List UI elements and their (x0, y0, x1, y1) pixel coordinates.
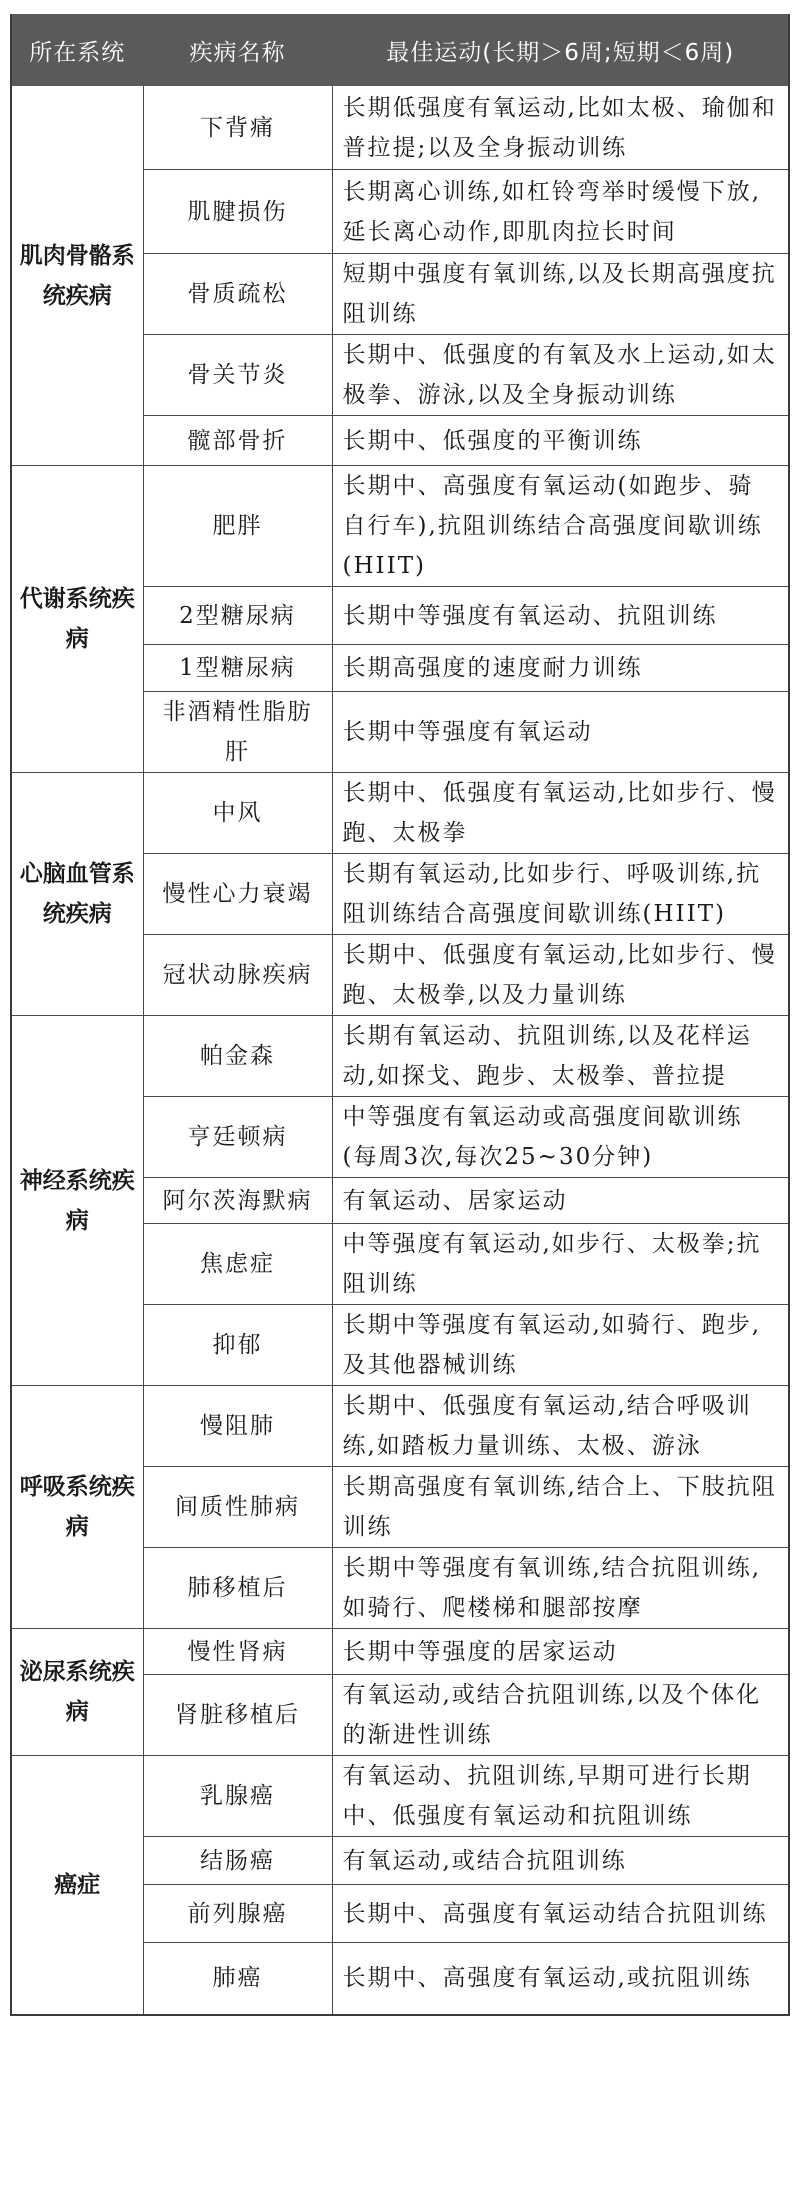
system-cell: 代谢系统疾病 (11, 466, 143, 773)
exercise-cell: 长期中等强度的居家运动 (332, 1629, 789, 1675)
disease-cell: 慢阻肺 (143, 1386, 332, 1467)
system-cell: 呼吸系统疾病 (11, 1386, 143, 1629)
table-body (11, 86, 789, 2015)
disease-cell: 冠状动脉疾病 (143, 935, 332, 1016)
disease-cell: 慢性心力衰竭 (143, 854, 332, 935)
system-cell: 泌尿系统疾病 (11, 1629, 143, 1756)
header-system: 所在系统 (11, 15, 143, 86)
table-header-row (11, 15, 789, 86)
disease-cell: 焦虑症 (143, 1224, 332, 1305)
exercise-cell: 长期中、低强度的平衡训练 (332, 416, 789, 466)
disease-cell: 髋部骨折 (143, 416, 332, 466)
disease-cell: 抑郁 (143, 1305, 332, 1386)
exercise-cell: 长期有氧运动,比如步行、呼吸训练,抗阻训练结合高强度间歇训练(HIIT) (332, 854, 789, 935)
table-row (11, 1016, 789, 1097)
system-cell: 肌肉骨骼系统疾病 (11, 86, 143, 466)
table-row (11, 1756, 789, 1837)
disease-cell: 肌腱损伤 (143, 170, 332, 254)
exercise-cell: 长期低强度有氧运动,比如太极、瑜伽和普拉提;以及全身振动训练 (332, 86, 789, 170)
exercise-cell: 有氧运动、抗阻训练,早期可进行长期中、低强度有氧运动和抗阻训练 (332, 1756, 789, 1837)
exercise-cell: 中等强度有氧运动,如步行、太极拳;抗阻训练 (332, 1224, 789, 1305)
disease-cell: 结肠癌 (143, 1837, 332, 1885)
exercise-cell: 长期中、高强度有氧运动结合抗阻训练 (332, 1885, 789, 1943)
exercise-cell: 长期中等强度有氧运动、抗阻训练 (332, 587, 789, 645)
exercise-cell: 长期中、低强度有氧运动,比如步行、慢跑、太极拳 (332, 773, 789, 854)
disease-cell: 亨廷顿病 (143, 1097, 332, 1178)
disease-cell: 慢性肾病 (143, 1629, 332, 1675)
disease-cell: 骨质疏松 (143, 254, 332, 335)
disease-cell: 下背痛 (143, 86, 332, 170)
exercise-cell: 长期中、高强度有氧运动,或抗阻训练 (332, 1943, 789, 2015)
table-row (11, 466, 789, 587)
table-row (11, 1629, 789, 1675)
exercise-cell: 长期中、低强度有氧运动,结合呼吸训练,如踏板力量训练、太极、游泳 (332, 1386, 789, 1467)
disease-cell: 骨关节炎 (143, 335, 332, 416)
exercise-cell: 长期高强度有氧训练,结合上、下肢抗阻训练 (332, 1467, 789, 1548)
disease-cell: 非酒精性脂肪肝 (143, 692, 332, 773)
disease-cell: 前列腺癌 (143, 1885, 332, 1943)
exercise-cell: 短期中强度有氧训练,以及长期高强度抗阻训练 (332, 254, 789, 335)
system-cell: 神经系统疾病 (11, 1016, 143, 1386)
exercise-table (10, 14, 790, 2016)
disease-cell: 肥胖 (143, 466, 332, 587)
disease-cell: 间质性肺病 (143, 1467, 332, 1548)
disease-cell: 阿尔茨海默病 (143, 1178, 332, 1224)
disease-cell: 1型糖尿病 (143, 645, 332, 692)
disease-cell: 肺癌 (143, 1943, 332, 2015)
exercise-cell: 长期中、高强度有氧运动(如跑步、骑自行车),抗阻训练结合高强度间歇训练(HIIT) (332, 466, 789, 587)
header-exercise: 最佳运动(长期＞6周;短期＜6周) (332, 15, 789, 86)
exercise-cell: 有氧运动,或结合抗阻训练,以及个体化的渐进性训练 (332, 1675, 789, 1756)
exercise-cell: 长期中等强度有氧运动,如骑行、跑步,及其他器械训练 (332, 1305, 789, 1386)
system-cell: 心脑血管系统疾病 (11, 773, 143, 1016)
table-row (11, 86, 789, 170)
exercise-cell: 有氧运动、居家运动 (332, 1178, 789, 1224)
disease-cell: 中风 (143, 773, 332, 854)
exercise-cell: 长期中等强度有氧训练,结合抗阻训练,如骑行、爬楼梯和腿部按摩 (332, 1548, 789, 1629)
exercise-cell: 有氧运动,或结合抗阻训练 (332, 1837, 789, 1885)
table-row (11, 1386, 789, 1467)
system-cell: 癌症 (11, 1756, 143, 2015)
exercise-cell: 长期中、低强度的有氧及水上运动,如太极拳、游泳,以及全身振动训练 (332, 335, 789, 416)
disease-cell: 2型糖尿病 (143, 587, 332, 645)
exercise-cell: 长期有氧运动、抗阻训练,以及花样运动,如探戈、跑步、太极拳、普拉提 (332, 1016, 789, 1097)
disease-cell: 乳腺癌 (143, 1756, 332, 1837)
table-row (11, 773, 789, 854)
exercise-cell: 长期中等强度有氧运动 (332, 692, 789, 773)
disease-cell: 帕金森 (143, 1016, 332, 1097)
disease-cell: 肾脏移植后 (143, 1675, 332, 1756)
exercise-cell: 长期中、低强度有氧运动,比如步行、慢跑、太极拳,以及力量训练 (332, 935, 789, 1016)
header-disease: 疾病名称 (143, 15, 332, 86)
exercise-cell: 长期高强度的速度耐力训练 (332, 645, 789, 692)
disease-cell: 肺移植后 (143, 1548, 332, 1629)
exercise-cell: 长期离心训练,如杠铃弯举时缓慢下放,延长离心动作,即肌肉拉长时间 (332, 170, 789, 254)
exercise-cell: 中等强度有氧运动或高强度间歇训练(每周3次,每次25~30分钟) (332, 1097, 789, 1178)
